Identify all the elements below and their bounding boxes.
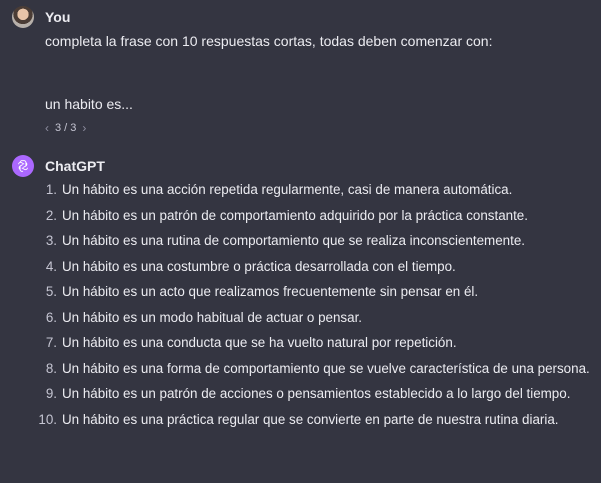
list-item-number: 10. <box>38 411 57 427</box>
list-item-number: 7. <box>45 335 57 350</box>
list-item-text: Un hábito es un acto que realizamos frecuentemente sin pensar en él. <box>62 284 479 299</box>
list-item <box>0 228 601 254</box>
list-item <box>0 203 601 229</box>
list-item <box>0 330 601 356</box>
list-item-number: 9. <box>45 386 57 401</box>
list-item-number: 2. <box>45 207 57 223</box>
user-prompt-line-1: completa la frase con 10 respuestas cortas, todas deben comenzar con: <box>45 33 493 49</box>
list-item-text: Un hábito es una forma de comportamiento que se vuelve característica de una persona. <box>62 360 590 376</box>
list-item-text: Un hábito es una costumbre o práctica desarrollada con el tiempo. <box>62 258 456 274</box>
answer-list <box>0 177 601 432</box>
list-item-number: 5. <box>45 284 57 299</box>
list-item <box>0 279 601 305</box>
assistant-author-name: ChatGPT <box>45 158 105 174</box>
list-item-number: 3. <box>45 233 57 248</box>
list-item-text: Un hábito es una acción repetida regularmente, casi de manera automática. <box>62 182 513 197</box>
list-item-text: Un hábito es un modo habitual de actuar o pensar. <box>62 309 363 325</box>
list-item-text: Un hábito es un patrón de comportamiento adquirido por la práctica constante. <box>62 207 528 223</box>
openai-logo-icon <box>12 155 34 177</box>
response-pager <box>45 121 86 135</box>
list-item-number: 4. <box>45 258 57 274</box>
user-author-name: You <box>45 9 71 25</box>
user-prompt-line-2: un habito es... <box>45 96 133 112</box>
list-item <box>0 407 601 433</box>
list-item <box>0 177 601 203</box>
list-item <box>0 381 601 407</box>
list-item <box>0 305 601 331</box>
list-item-number: 8. <box>45 360 57 376</box>
list-item-text: Un hábito es una rutina de comportamiento que se realiza inconscientemente. <box>62 233 525 248</box>
list-item <box>0 356 601 382</box>
list-item-text: Un hábito es una conducta que se ha vuelto natural por repetición. <box>62 335 457 350</box>
pager-label: 3 / 3 <box>55 122 77 134</box>
list-item-number: 6. <box>45 309 57 325</box>
list-item-text: Un hábito es un patrón de acciones o pensamientos establecido a lo largo del tiempo. <box>62 386 571 401</box>
pager-prev-button[interactable]: ‹ <box>45 121 49 135</box>
list-item-number: 1. <box>45 182 57 197</box>
list-item-text: Un hábito es una práctica regular que se convierte en parte de nuestra rutina diaria. <box>62 411 559 427</box>
pager-next-button[interactable]: › <box>82 121 87 135</box>
user-avatar-icon <box>12 6 34 28</box>
list-item <box>0 254 601 280</box>
